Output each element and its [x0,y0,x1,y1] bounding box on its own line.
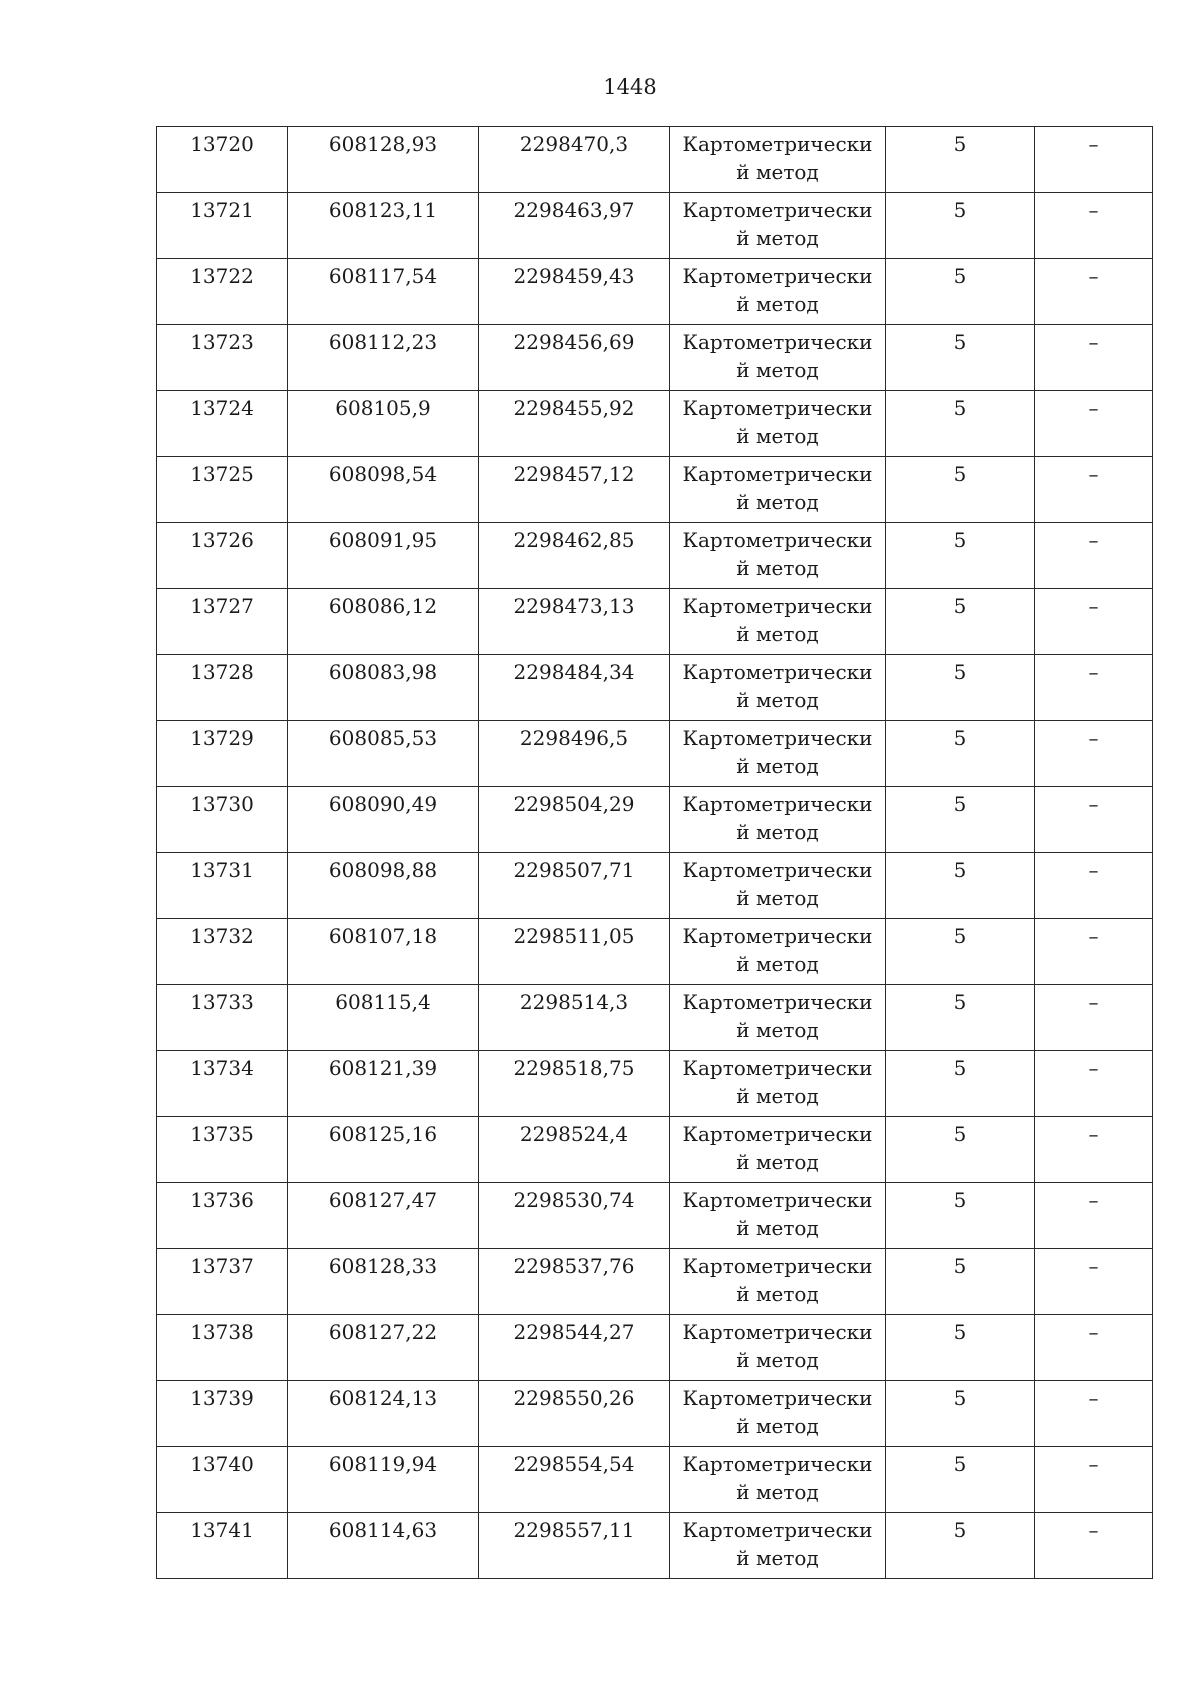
dash-mark: – [1088,1386,1099,1410]
dash-mark: – [1088,132,1099,156]
accuracy-cell: 5 [886,325,1035,391]
accuracy-cell: 5 [886,787,1035,853]
coordinates-table [156,126,1153,1579]
table-row [157,589,1153,655]
note-cell [1035,1117,1153,1183]
y-coordinate-cell: 2298554,54 [479,1447,670,1513]
table-row [157,985,1153,1051]
method-cell: Картометрически й метод [670,1513,886,1579]
note-cell [1035,193,1153,259]
accuracy-cell: 5 [886,1117,1035,1183]
dash-mark: – [1088,528,1099,552]
note-cell [1035,1447,1153,1513]
x-coordinate-cell: 608127,47 [288,1183,479,1249]
method-cell: Картометрически й метод [670,589,886,655]
accuracy-cell: 5 [886,1513,1035,1579]
x-coordinate-cell: 608127,22 [288,1315,479,1381]
dash-mark: – [1088,1056,1099,1080]
dash-mark: – [1088,858,1099,882]
y-coordinate-cell: 2298550,26 [479,1381,670,1447]
y-coordinate-cell: 2298507,71 [479,853,670,919]
method-cell: Картометрически й метод [670,1315,886,1381]
dash-mark: – [1088,198,1099,222]
method-cell: Картометрически й метод [670,127,886,193]
accuracy-cell: 5 [886,1249,1035,1315]
table-row [157,1183,1153,1249]
method-cell: Картометрически й метод [670,1117,886,1183]
note-cell [1035,919,1153,985]
y-coordinate-cell: 2298524,4 [479,1117,670,1183]
dash-mark: – [1088,924,1099,948]
table-row [157,1513,1153,1579]
note-cell [1035,655,1153,721]
y-coordinate-cell: 2298514,3 [479,985,670,1051]
x-coordinate-cell: 608114,63 [288,1513,479,1579]
note-cell [1035,853,1153,919]
note-cell [1035,787,1153,853]
point-number-cell: 13720 [157,127,288,193]
y-coordinate-cell: 2298463,97 [479,193,670,259]
note-cell [1035,1381,1153,1447]
y-coordinate-cell: 2298496,5 [479,721,670,787]
dash-mark: – [1088,1320,1099,1344]
y-coordinate-cell: 2298557,11 [479,1513,670,1579]
page-number: 1448 [603,75,657,99]
dash-mark: – [1088,264,1099,288]
accuracy-cell: 5 [886,1315,1035,1381]
y-coordinate-cell: 2298537,76 [479,1249,670,1315]
dash-mark: – [1088,990,1099,1014]
y-coordinate-cell: 2298484,34 [479,655,670,721]
note-cell [1035,721,1153,787]
dash-mark: – [1088,660,1099,684]
y-coordinate-cell: 2298544,27 [479,1315,670,1381]
point-number-cell: 13739 [157,1381,288,1447]
point-number-cell: 13735 [157,1117,288,1183]
point-number-cell: 13734 [157,1051,288,1117]
point-number-cell: 13729 [157,721,288,787]
accuracy-cell: 5 [886,1051,1035,1117]
note-cell [1035,1051,1153,1117]
method-cell: Картометрически й метод [670,259,886,325]
dash-mark: – [1088,1452,1099,1476]
y-coordinate-cell: 2298511,05 [479,919,670,985]
accuracy-cell: 5 [886,457,1035,523]
method-cell: Картометрически й метод [670,1183,886,1249]
dash-mark: – [1088,1518,1099,1542]
y-coordinate-cell: 2298459,43 [479,259,670,325]
method-cell: Картометрически й метод [670,655,886,721]
point-number-cell: 13733 [157,985,288,1051]
method-cell: Картометрически й метод [670,523,886,589]
x-coordinate-cell: 608125,16 [288,1117,479,1183]
dash-mark: – [1088,1188,1099,1212]
point-number-cell: 13721 [157,193,288,259]
note-cell [1035,391,1153,457]
y-coordinate-cell: 2298504,29 [479,787,670,853]
point-number-cell: 13726 [157,523,288,589]
note-cell [1035,523,1153,589]
note-cell [1035,589,1153,655]
accuracy-cell: 5 [886,853,1035,919]
point-number-cell: 13722 [157,259,288,325]
accuracy-cell: 5 [886,985,1035,1051]
x-coordinate-cell: 608124,13 [288,1381,479,1447]
y-coordinate-cell: 2298462,85 [479,523,670,589]
dash-mark: – [1088,1254,1099,1278]
point-number-cell: 13740 [157,1447,288,1513]
method-cell: Картометрически й метод [670,1249,886,1315]
method-cell: Картометрически й метод [670,1447,886,1513]
dash-mark: – [1088,462,1099,486]
y-coordinate-cell: 2298518,75 [479,1051,670,1117]
note-cell [1035,985,1153,1051]
note-cell [1035,1183,1153,1249]
point-number-cell: 13736 [157,1183,288,1249]
method-cell: Картометрически й метод [670,853,886,919]
point-number-cell: 13723 [157,325,288,391]
method-cell: Картометрически й метод [670,1381,886,1447]
point-number-cell: 13731 [157,853,288,919]
method-cell: Картометрически й метод [670,919,886,985]
table-row [157,259,1153,325]
method-cell: Картометрически й метод [670,391,886,457]
x-coordinate-cell: 608112,23 [288,325,479,391]
dash-mark: – [1088,396,1099,420]
table-row [157,1315,1153,1381]
table-row [157,1447,1153,1513]
table-row [157,787,1153,853]
accuracy-cell: 5 [886,589,1035,655]
method-cell: Картометрически й метод [670,787,886,853]
table-row [157,523,1153,589]
accuracy-cell: 5 [886,721,1035,787]
method-cell: Картометрически й метод [670,457,886,523]
x-coordinate-cell: 608119,94 [288,1447,479,1513]
table-row [157,1381,1153,1447]
dash-mark: – [1088,1122,1099,1146]
x-coordinate-cell: 608105,9 [288,391,479,457]
point-number-cell: 13738 [157,1315,288,1381]
x-coordinate-cell: 608115,4 [288,985,479,1051]
y-coordinate-cell: 2298473,13 [479,589,670,655]
table-row [157,919,1153,985]
accuracy-cell: 5 [886,391,1035,457]
table-row [157,193,1153,259]
y-coordinate-cell: 2298530,74 [479,1183,670,1249]
point-number-cell: 13741 [157,1513,288,1579]
point-number-cell: 13725 [157,457,288,523]
x-coordinate-cell: 608107,18 [288,919,479,985]
note-cell [1035,1513,1153,1579]
point-number-cell: 13737 [157,1249,288,1315]
y-coordinate-cell: 2298457,12 [479,457,670,523]
table-body [157,127,1153,1579]
note-cell [1035,259,1153,325]
x-coordinate-cell: 608121,39 [288,1051,479,1117]
y-coordinate-cell: 2298455,92 [479,391,670,457]
point-number-cell: 13732 [157,919,288,985]
x-coordinate-cell: 608091,95 [288,523,479,589]
table-row [157,457,1153,523]
x-coordinate-cell: 608083,98 [288,655,479,721]
x-coordinate-cell: 608085,53 [288,721,479,787]
table-row [157,1249,1153,1315]
point-number-cell: 13730 [157,787,288,853]
table-row [157,853,1153,919]
method-cell: Картометрически й метод [670,193,886,259]
x-coordinate-cell: 608123,11 [288,193,479,259]
x-coordinate-cell: 608090,49 [288,787,479,853]
note-cell [1035,1315,1153,1381]
dash-mark: – [1088,330,1099,354]
method-cell: Картометрически й метод [670,721,886,787]
note-cell [1035,127,1153,193]
x-coordinate-cell: 608098,88 [288,853,479,919]
method-cell: Картометрически й метод [670,1051,886,1117]
point-number-cell: 13727 [157,589,288,655]
note-cell [1035,325,1153,391]
table-row [157,655,1153,721]
table-row [157,1117,1153,1183]
x-coordinate-cell: 608117,54 [288,259,479,325]
dash-mark: – [1088,726,1099,750]
x-coordinate-cell: 608128,33 [288,1249,479,1315]
x-coordinate-cell: 608128,93 [288,127,479,193]
accuracy-cell: 5 [886,919,1035,985]
accuracy-cell: 5 [886,655,1035,721]
accuracy-cell: 5 [886,1183,1035,1249]
table-row [157,391,1153,457]
table-row [157,1051,1153,1117]
method-cell: Картометрически й метод [670,985,886,1051]
accuracy-cell: 5 [886,1447,1035,1513]
accuracy-cell: 5 [886,193,1035,259]
note-cell [1035,457,1153,523]
x-coordinate-cell: 608098,54 [288,457,479,523]
accuracy-cell: 5 [886,1381,1035,1447]
method-cell: Картометрически й метод [670,325,886,391]
accuracy-cell: 5 [886,127,1035,193]
note-cell [1035,1249,1153,1315]
y-coordinate-cell: 2298456,69 [479,325,670,391]
dash-mark: – [1088,792,1099,816]
accuracy-cell: 5 [886,523,1035,589]
point-number-cell: 13724 [157,391,288,457]
dash-mark: – [1088,594,1099,618]
table-row [157,127,1153,193]
accuracy-cell: 5 [886,259,1035,325]
table-row [157,721,1153,787]
point-number-cell: 13728 [157,655,288,721]
x-coordinate-cell: 608086,12 [288,589,479,655]
y-coordinate-cell: 2298470,3 [479,127,670,193]
table-row [157,325,1153,391]
